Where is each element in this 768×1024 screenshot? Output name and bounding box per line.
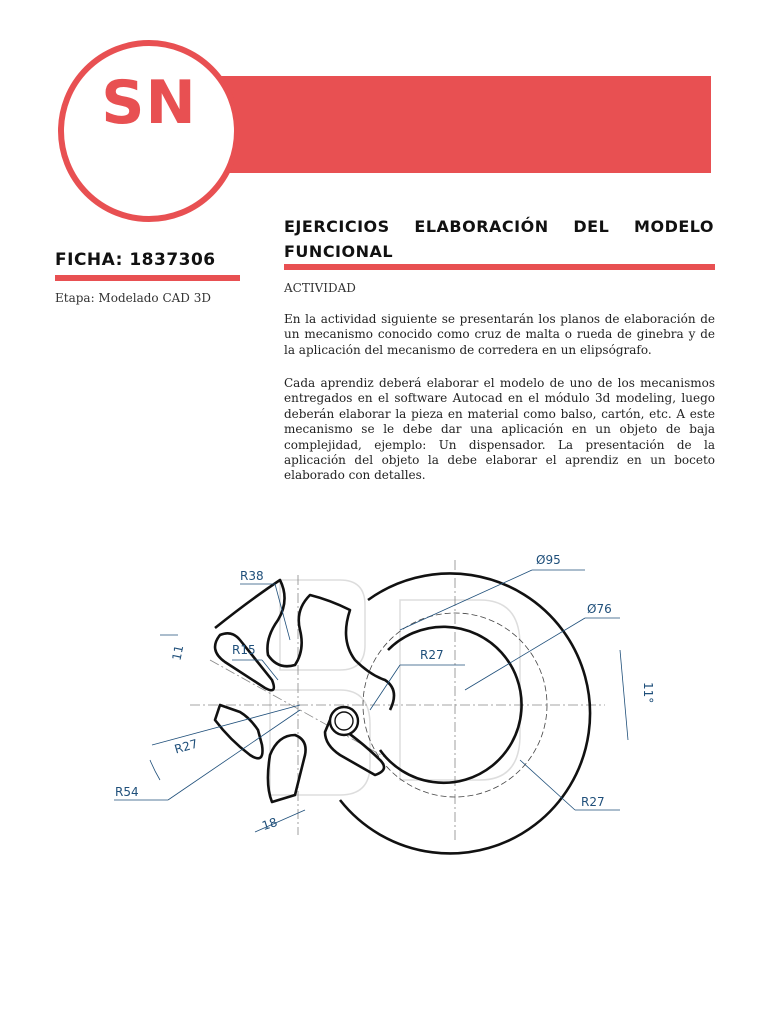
dim-r27-left: R27 [172, 736, 200, 757]
page-title: EJERCICIOS ELABORACIÓN DEL MODELO FUNCIONAL [284, 217, 714, 261]
dim-angle: 11° [641, 682, 655, 704]
title-divider [284, 264, 715, 270]
geneva-wheel [340, 573, 590, 853]
center-lines [190, 560, 605, 840]
dim-r27-right: R27 [581, 795, 605, 809]
watermark [270, 580, 520, 795]
dim-18: 18 [260, 815, 280, 834]
dim-d76: Ø76 [587, 602, 612, 616]
dim-r54: R54 [115, 785, 139, 799]
ficha-divider [55, 275, 240, 281]
technical-drawing [100, 540, 655, 840]
paragraph-intro: En la actividad siguiente se presentarán los planos de elaboración de un mecanismo conocido como cruz de malta o rueda de ginebra y de la aplicación del mecanismo de corredera en un elipsógrafo. [284, 312, 715, 357]
dim-11: 11 [169, 643, 187, 662]
dim-r15: R15 [232, 643, 256, 657]
dimension-labels [115, 553, 655, 833]
maltese-cross [215, 580, 394, 802]
etapa-label: Etapa: Modelado CAD 3D [55, 291, 211, 305]
dimension-lines [114, 570, 628, 832]
dim-d95: Ø95 [536, 553, 561, 567]
pin-hole [330, 707, 358, 735]
dim-r27-center: R27 [420, 648, 444, 662]
ficha-label: FICHA: 1837306 [55, 250, 216, 270]
section-label: ACTIVIDAD [284, 281, 356, 295]
logo-text: SN [101, 68, 197, 138]
header-banner [220, 76, 711, 173]
paragraph-instructions: Cada aprendiz deberá elaborar el modelo de uno de los mecanismos entregados en el software Autocad en el módulo 3d modeling, luego deberán elaborar la pieza en material como balso, cartón, etc. A este mecanismo se le debe dar una aplicación en un objeto de baja complejidad, ejemplo: Un dispensador. La presentación de la aplicación del objeto la debe elaborar el aprendiz en un boceto elaborado con detalles. [284, 376, 715, 483]
dim-r38: R38 [240, 569, 264, 583]
